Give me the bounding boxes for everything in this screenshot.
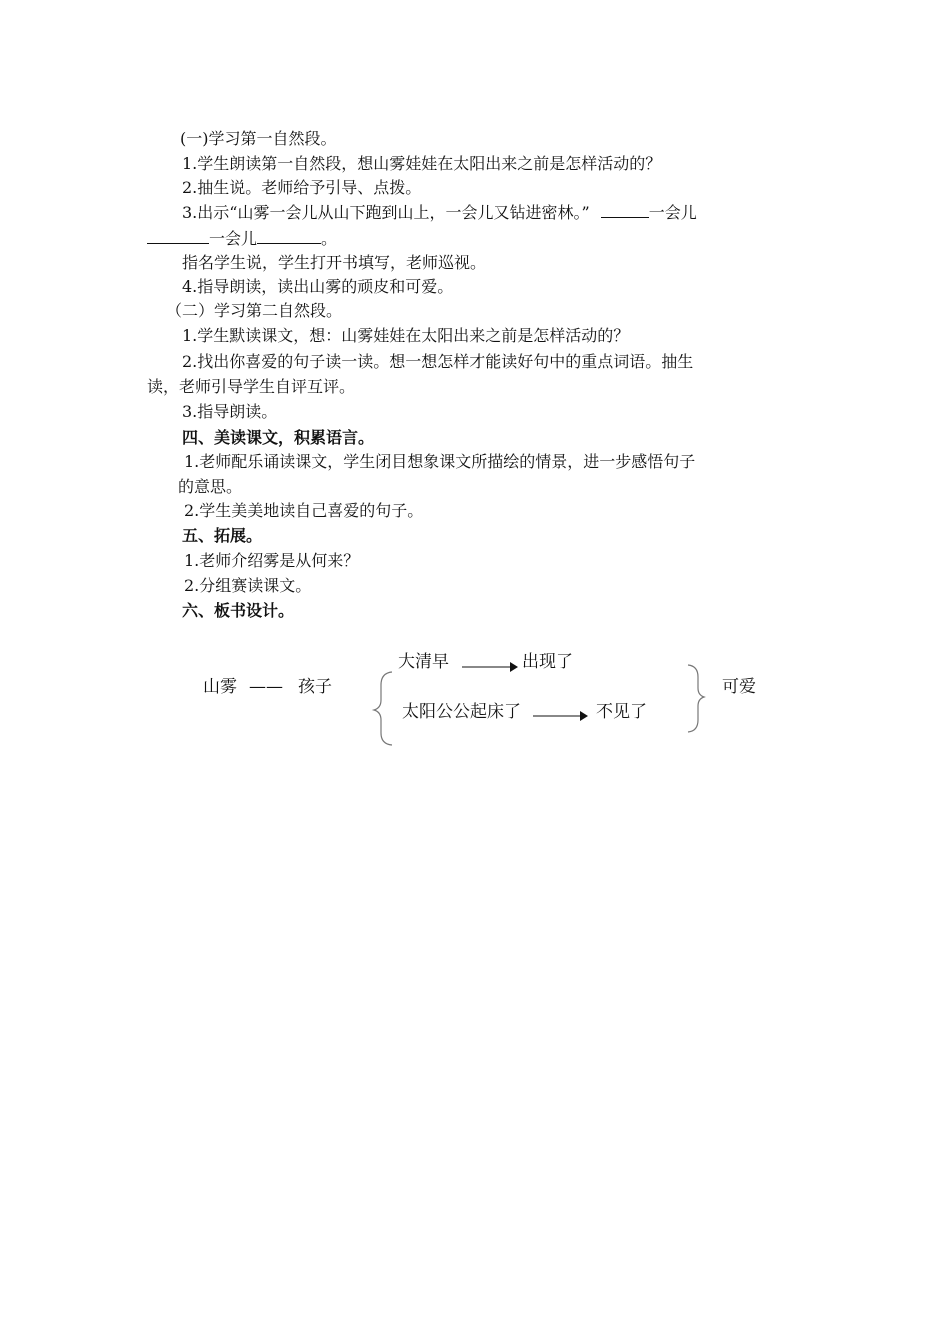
- section-five-item-2: 2.分组赛读课文。: [184, 576, 312, 595]
- left-brace: [374, 672, 392, 745]
- part1-title: (一)学习第一自然段。: [180, 129, 337, 148]
- part1-item-1: 1.学生朗读第一自然段，想山雾娃娃在太阳出来之前是怎样活动的？: [182, 154, 662, 173]
- section-four-heading: 四、美读课文，积累语言。: [182, 428, 375, 447]
- part1-item-2: 2.抽生说。老师给予引导、点拨。: [182, 178, 422, 197]
- top-arrow-head: [510, 662, 518, 672]
- part1-item-3-text: 3.出示“山雾一会儿从山下跑到山上，一会儿又钻进密林。”: [182, 203, 590, 222]
- section-four-item-1-continued: 的意思。: [178, 477, 243, 496]
- part2-item-1: 1.学生默读课文，想：山雾娃娃在太阳出来之前是怎样活动的？: [182, 326, 630, 345]
- board-object: 孩子: [298, 677, 332, 697]
- board-top-to: 出现了: [522, 652, 573, 672]
- board-bottom-from: 太阳公公起床了: [402, 702, 521, 722]
- board-dash: ——: [249, 677, 283, 697]
- part1-item-3-end: 。: [321, 229, 338, 248]
- part1-item-4: 4.指导朗读，读出山雾的顽皮和可爱。: [182, 277, 454, 296]
- part2-item-2: 2.找出你喜爱的句子读一读。想一想怎样才能读好句中的重点词语。抽生: [182, 352, 694, 371]
- section-four-item-2: 2.学生美美地读自己喜爱的句子。: [184, 501, 424, 520]
- part1-note: 指名学生说，学生打开书填写，老师巡视。: [182, 253, 487, 272]
- section-five-item-1: 1.老师介绍雾是从何来？: [184, 551, 360, 570]
- part2-item-3: 3.指导朗读。: [182, 402, 278, 421]
- board-bottom-to: 不见了: [596, 702, 647, 722]
- right-brace: [688, 665, 704, 732]
- bottom-arrow-head: [580, 711, 588, 721]
- board-top-from: 大清早: [398, 652, 449, 672]
- section-six-heading: 六、板书设计。: [182, 601, 295, 620]
- section-five-heading: 五、拓展。: [182, 526, 263, 545]
- part1-item-3-huier-1: 一会儿: [648, 203, 697, 222]
- part2-item-2-continued: 读，老师引导学生自评互评。: [147, 377, 356, 396]
- board-right: 可爱: [722, 677, 756, 697]
- part1-item-3-huier-2: 一会儿: [209, 229, 258, 248]
- part2-title: （二）学习第二自然段。: [166, 301, 343, 320]
- section-four-item-1: 1.老师配乐诵读课文，学生闭目想象课文所描绘的情景，进一步感悟句子: [184, 452, 696, 471]
- board-subject: 山雾: [203, 677, 237, 697]
